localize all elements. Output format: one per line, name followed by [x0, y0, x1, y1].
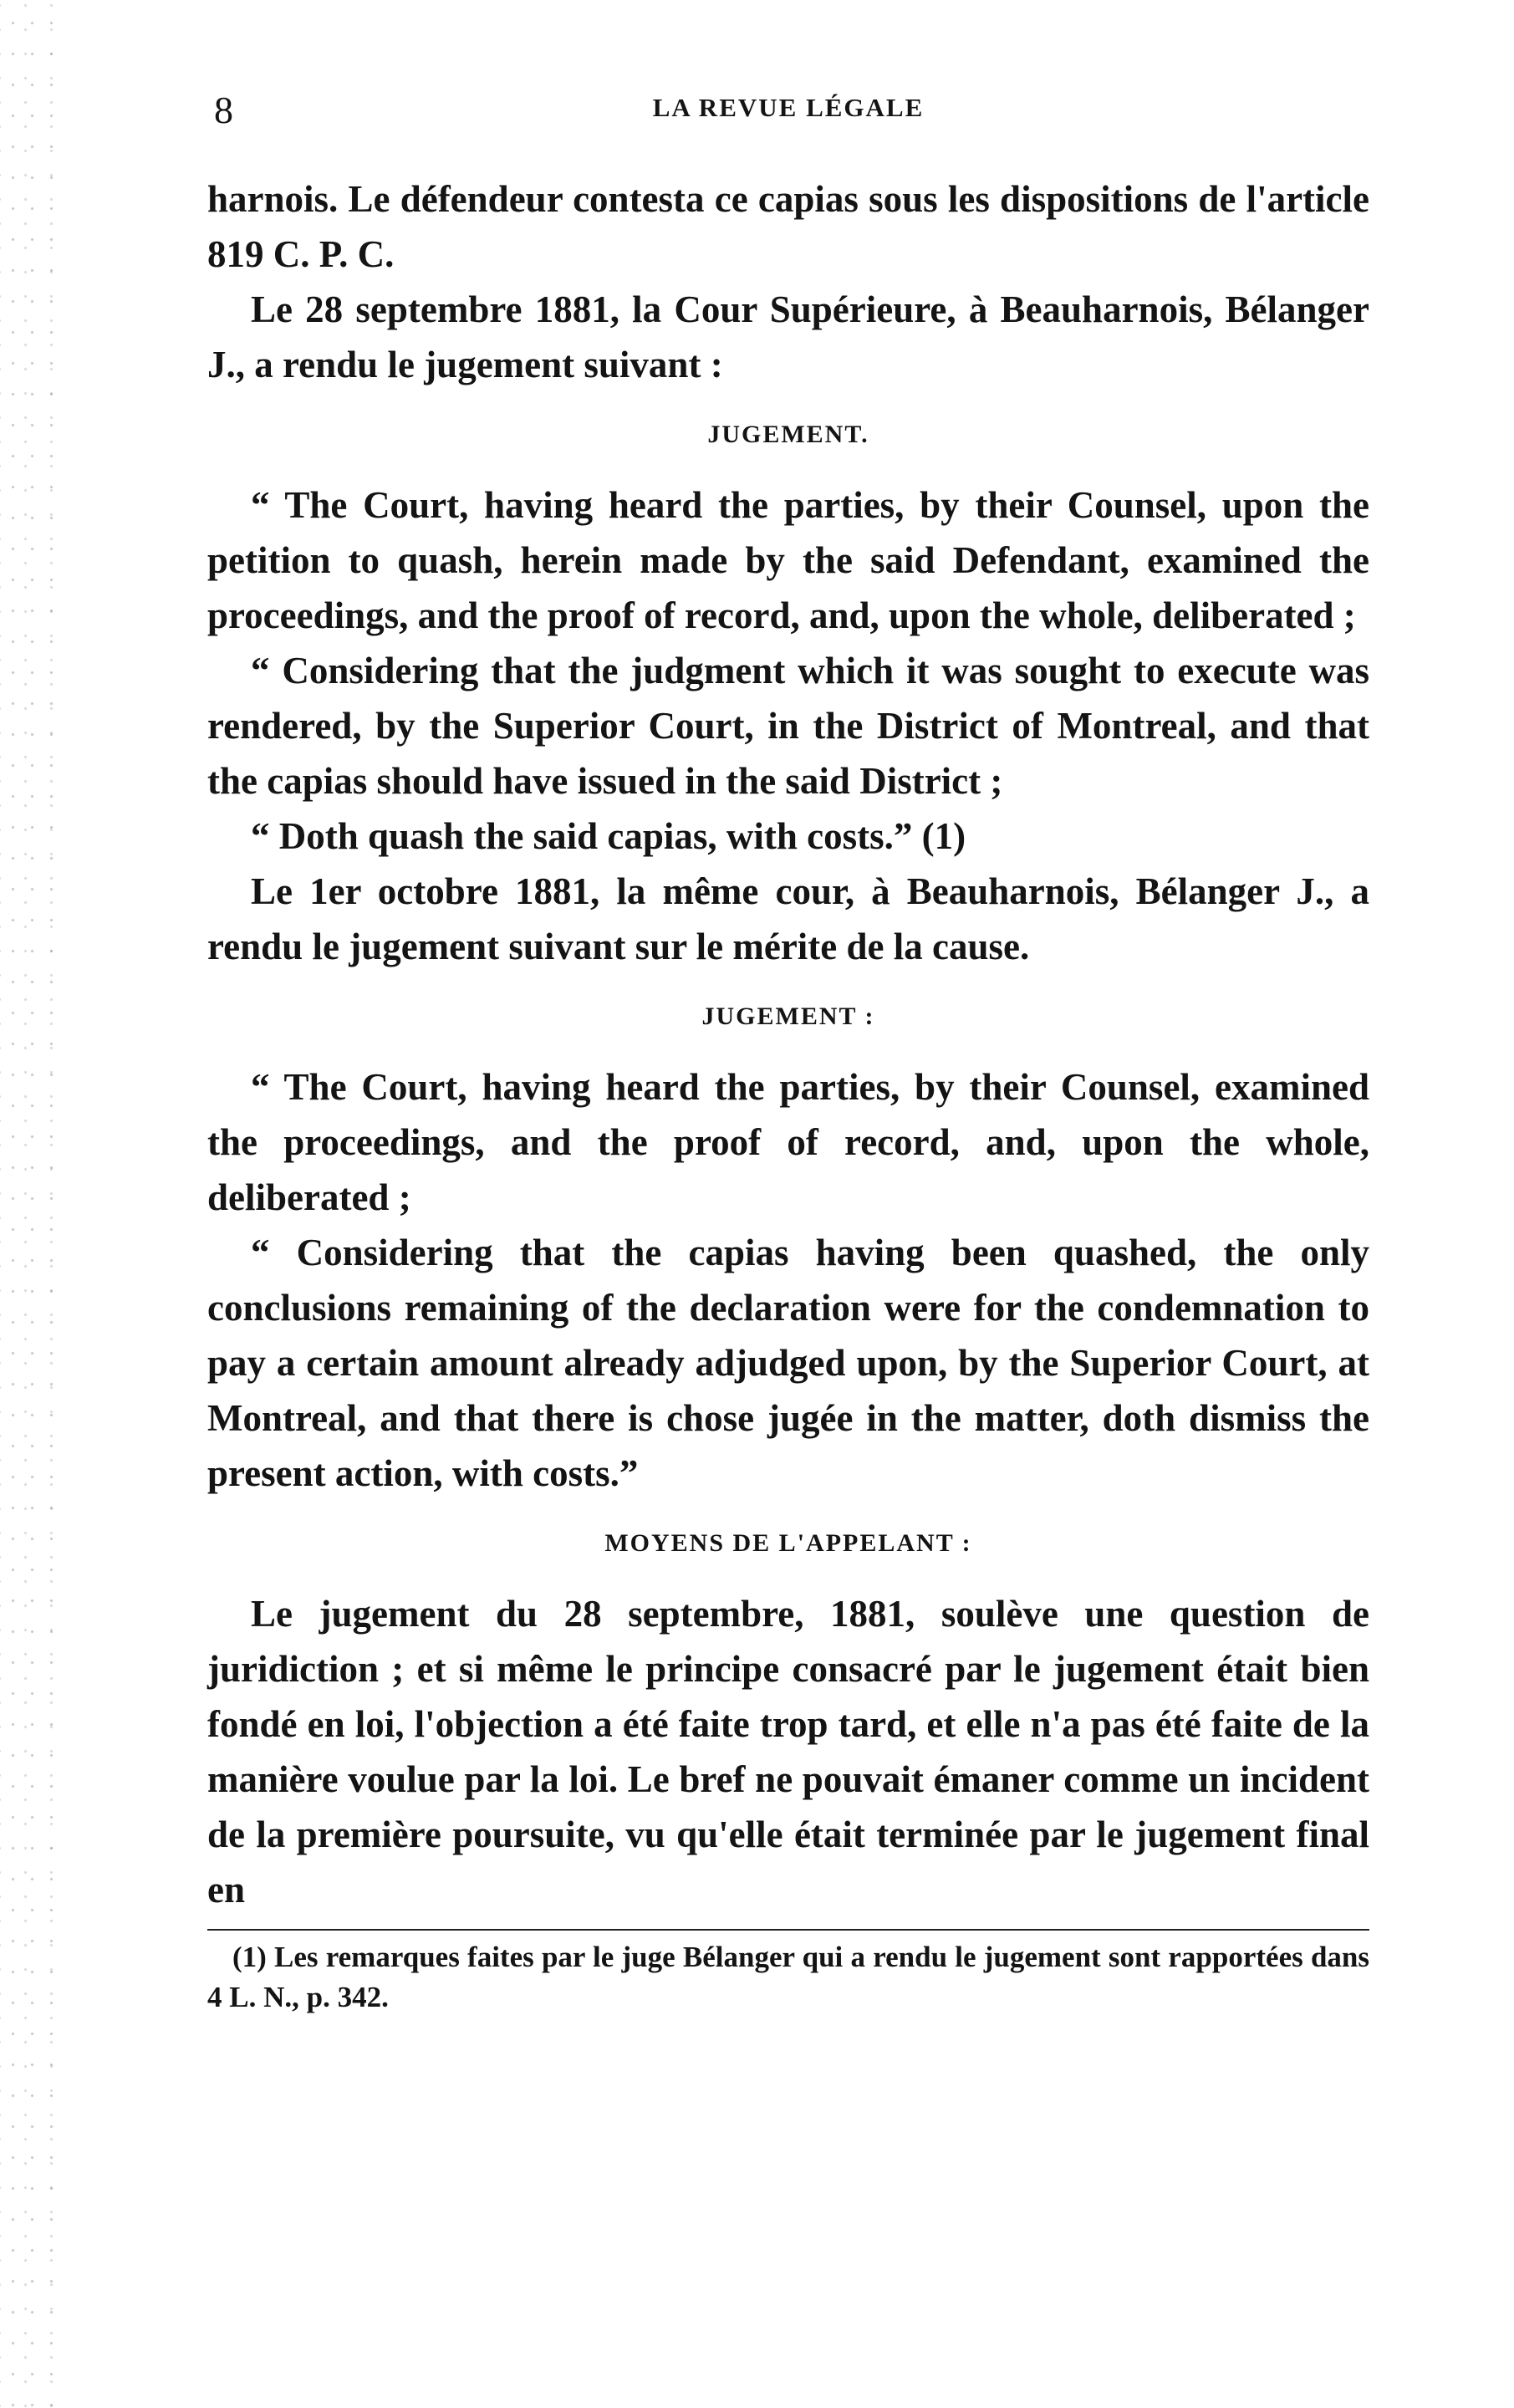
paragraph-continuation: harnois. Le défendeur contesta ce capias sous les dispositions de l'article 819 C. P. C.	[207, 178, 1369, 275]
paragraph: Le jugement du 28 septembre, 1881, soulève une question de juridiction ; et si même le principe consacré par le jugement était bien fondé en loi, l'objection a été faite trop tard, et elle n'a pas été faite de la manière voulue par la loi. Le bref ne pouvait émaner comme un incident de la première poursuite, vu qu'elle était terminée par le jugement final en	[207, 1593, 1369, 1911]
page-header	[207, 88, 1369, 138]
page-body	[207, 171, 1369, 2018]
paragraph-quote: “ The Court, having heard the parties, by their Counsel, upon the petition to quash, herein made by the said Defendant, examined the proceedings, and the proof of record, and, upon the whole, deliberated ;	[207, 484, 1369, 636]
paragraph: Le 1er octobre 1881, la même cour, à Beauharnois, Bélanger J., a rendu le jugement suivant sur le mérite de la cause.	[207, 870, 1369, 967]
footnote: (1) Les remarques faites par le juge Bélanger qui a rendu le jugement sont rapportées dans 4 L. N., p. 342.	[207, 1941, 1369, 2013]
paragraph-quote: “ Considering that the judgment which it was sought to execute was rendered, by the Superior Court, in the District of Montreal, and that the capias should have issued in the said District ;	[207, 650, 1369, 802]
scan-edge-noise	[0, 0, 59, 2408]
section-heading-jugement-2: JUGEMENT :	[701, 1002, 875, 1030]
footnote-rule	[207, 1929, 1369, 1931]
paragraph-quote: “ Doth quash the said capias, with costs.” (1)	[251, 815, 966, 857]
section-heading-moyens: MOYENS DE L'APPELANT :	[604, 1529, 972, 1557]
paragraph-quote: “ The Court, having heard the parties, by their Counsel, examined the proceedings, and the proof of record, and, upon the whole, deliberated ;	[207, 1066, 1369, 1218]
running-title: LA REVUE LÉGALE	[652, 93, 925, 122]
paragraph: Le 28 septembre 1881, la Cour Supérieure, à Beauharnois, Bélanger J., a rendu le jugement suivant :	[207, 288, 1369, 385]
section-heading-jugement-1: JUGEMENT.	[707, 421, 869, 448]
paragraph-quote: “ Considering that the capias having been quashed, the only conclusions remaining of the declaration were for the condemnation to pay a certain amount already adjudged upon, by the Superior Court, at Montreal, and that there is chose jugée in the matter, doth dismiss the present action, with costs.”	[207, 1232, 1369, 1494]
page-number: 8	[214, 89, 233, 131]
